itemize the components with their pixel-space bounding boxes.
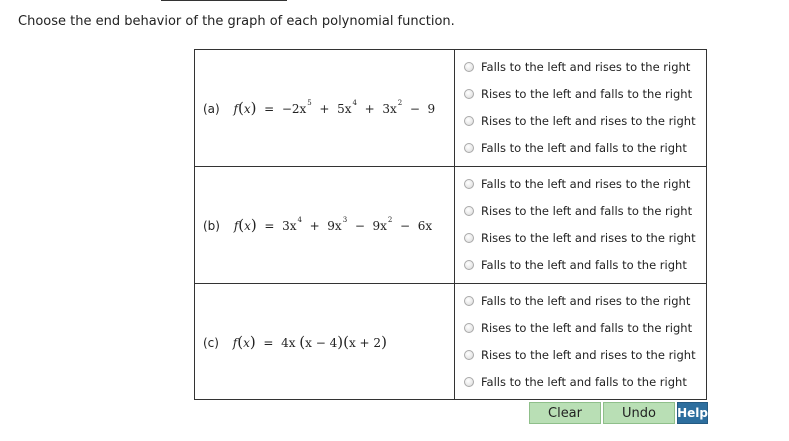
clear-button[interactable]: Clear — [529, 402, 601, 424]
polynomial: f(x) = 4x (x − 4)(x + 2) — [232, 332, 387, 351]
function-name: f — [233, 102, 238, 116]
option-label: Rises to the left and falls to the right — [481, 204, 693, 218]
expression-cell — [195, 284, 455, 399]
radio-option[interactable] — [464, 60, 690, 74]
answer-options — [455, 167, 706, 283]
term-3: 3x — [382, 102, 397, 116]
option-label: Falls to the left and falls to the right — [481, 258, 687, 272]
function-variable: x — [244, 219, 251, 233]
question-row-a — [195, 50, 706, 167]
radio-button[interactable] — [464, 179, 474, 189]
exponent-2: 3 — [342, 216, 348, 224]
radio-button[interactable] — [464, 296, 474, 306]
exponent-3: 2 — [397, 99, 403, 107]
leading-factor: 4x — [281, 335, 296, 350]
factor-2: x + 2 — [348, 335, 382, 350]
operator-3: + — [364, 102, 375, 116]
function-variable: x — [243, 335, 250, 350]
exponent-2: 4 — [352, 99, 357, 107]
term-4: 9 — [427, 102, 436, 116]
polynomial: $f(x) = 3x^4 + 9x^3 - 9x^2 - 6x$ — [233, 216, 433, 234]
polynomial: $f(x) = -2x^5 + 5x^4 + 3x^2 - 9$ — [233, 99, 436, 117]
exponent-1: 4 — [297, 216, 302, 224]
option-label: Falls to the left and rises to the right — [481, 60, 691, 74]
radio-option[interactable] — [464, 258, 687, 272]
question-row-b — [195, 167, 706, 284]
term-2: 5x — [337, 102, 352, 116]
radio-button[interactable] — [464, 377, 474, 387]
option-label: Rises to the left and rises to the right — [481, 114, 696, 128]
answer-options — [455, 284, 706, 399]
option-label: Rises to the left and falls to the right — [481, 87, 693, 101]
function-expression — [203, 99, 435, 117]
option-label: Falls to the left and rises to the right — [481, 294, 691, 308]
radio-button[interactable] — [464, 206, 474, 216]
part-label: (c) — [203, 335, 219, 350]
question-row-c — [195, 284, 706, 399]
function-name: f — [232, 335, 238, 350]
action-buttons — [529, 402, 708, 424]
radio-button[interactable] — [464, 143, 474, 153]
radio-option[interactable] — [464, 87, 692, 101]
answer-options — [455, 50, 706, 166]
term-3: 9x — [372, 219, 387, 233]
term-1: 3x — [282, 219, 297, 233]
exponent-3: 2 — [387, 216, 393, 224]
operator-2: + — [319, 102, 330, 116]
help-button[interactable]: Help — [677, 402, 708, 424]
option-label: Falls to the left and rises to the right — [481, 177, 691, 191]
option-label: Falls to the left and falls to the right — [481, 375, 687, 389]
radio-option[interactable] — [464, 321, 692, 335]
operator-4: − — [400, 219, 411, 233]
factor-1: x − 4 — [305, 335, 338, 350]
exponent-1: 5 — [307, 99, 312, 107]
expression-cell — [195, 50, 455, 166]
radio-option[interactable] — [464, 294, 690, 308]
radio-option[interactable] — [464, 114, 696, 128]
term-2: 9x — [327, 219, 342, 233]
operator-2: + — [309, 219, 320, 233]
option-label: Rises to the left and falls to the right — [481, 321, 693, 335]
question-table — [194, 49, 707, 400]
option-label: Rises to the left and rises to the right — [481, 231, 696, 245]
radio-option[interactable] — [464, 348, 696, 362]
operator-3: − — [354, 219, 365, 233]
radio-button[interactable] — [464, 350, 474, 360]
term-1: −2x — [281, 102, 307, 116]
radio-option[interactable] — [464, 231, 696, 245]
operator-4: − — [409, 102, 420, 116]
top-divider — [161, 0, 287, 1]
radio-option[interactable] — [464, 177, 690, 191]
radio-option[interactable] — [464, 204, 692, 218]
radio-button[interactable] — [464, 89, 474, 99]
undo-button[interactable]: Undo — [603, 402, 675, 424]
part-label: (b) — [203, 219, 220, 233]
term-4: 6x — [417, 219, 433, 233]
radio-button[interactable] — [464, 323, 474, 333]
function-expression — [203, 333, 387, 351]
radio-button[interactable] — [464, 233, 474, 243]
function-expression — [203, 216, 432, 234]
option-label: Falls to the left and falls to the right — [481, 141, 687, 155]
radio-button[interactable] — [464, 260, 474, 270]
question-prompt: Choose the end behavior of the graph of each polynomial function. — [18, 14, 455, 29]
radio-option[interactable] — [464, 141, 687, 155]
radio-option[interactable] — [464, 375, 687, 389]
function-name: f — [233, 219, 239, 233]
radio-button[interactable] — [464, 116, 474, 126]
part-label: (a) — [203, 102, 220, 116]
option-label: Rises to the left and rises to the right — [481, 348, 696, 362]
expression-cell — [195, 167, 455, 283]
radio-button[interactable] — [464, 62, 474, 72]
function-variable: x — [243, 102, 251, 116]
